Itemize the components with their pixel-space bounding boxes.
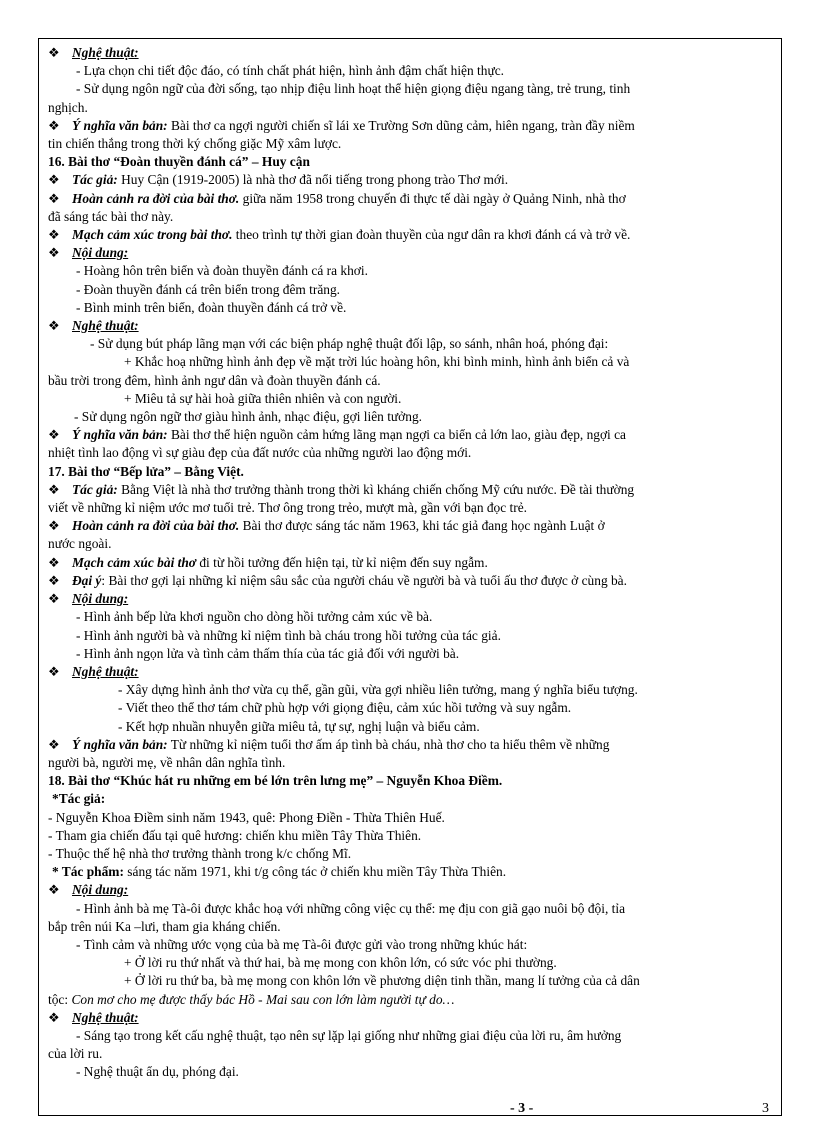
bullet-text: Bài thơ được sáng tác năm 1963, khi tác giả đang học ngành Luật ở	[239, 518, 605, 534]
text-line	[48, 991, 768, 1009]
bullet-line	[48, 517, 768, 535]
bullet-text: Bằng Việt là nhà thơ trưởng thành trong thời kì kháng chiến chống Mỹ cứu nước. Đề tài thường	[117, 481, 635, 497]
bullet-text: Huy Cận (1919-2005) là nhà thơ đã nổi tiếng trong phong trào Thơ mới.	[117, 172, 509, 188]
page-number: 3	[762, 1101, 769, 1116]
diamond-bullet-icon: ❖	[48, 318, 60, 334]
bullet-line	[48, 317, 768, 335]
diamond-bullet-icon: ❖	[48, 663, 60, 679]
diamond-bullet-icon: ❖	[48, 1009, 60, 1025]
section-heading: 17. Bài thơ “Bếp lửa” – Bằng Việt.	[48, 463, 244, 479]
bullet-label: Nội dung:	[72, 882, 129, 898]
diamond-bullet-icon: ❖	[48, 736, 60, 752]
diamond-bullet-icon: ❖	[48, 481, 60, 497]
bullet-text: Từ những kỉ niệm tuổi thơ ấm áp tình bà cháu, nhà thơ cho ta hiểu thêm về những	[167, 736, 610, 752]
text-line: *Tác giả:	[52, 791, 106, 807]
bullet-label: Nghệ thuật:	[72, 318, 139, 334]
bullet-label: Hoàn cảnh ra đời của bài thơ.	[72, 190, 240, 206]
bullet-line	[48, 572, 768, 590]
section-heading: 18. Bài thơ “Khúc hát ru những em bé lớn trên lưng mẹ” – Nguyễn Khoa Điềm.	[48, 773, 503, 789]
bullet-line	[48, 554, 768, 572]
text-line: của lời ru.	[48, 1046, 103, 1062]
bullet-text: Bài thơ thể hiện nguồn cảm hứng lãng mạn ngợi ca biển cả lớn lao, giàu đẹp, ngợi ca	[167, 427, 627, 443]
page-footer-label: - 3 -	[510, 1101, 534, 1116]
text-line: - Hình ảnh bà mẹ Tà-ôi được khắc hoạ với những công việc cụ thể: mẹ địu con giã gạo nuôi bộ đội, tỉa	[76, 900, 626, 916]
bullet-label: Nội dung:	[72, 591, 129, 607]
bullet-line	[48, 226, 768, 244]
text-line: viết về những kỉ niệm ước mơ tuổi trẻ. Thơ ông trong trẻo, mượt mà, gần với bạn đọc trẻ.	[48, 500, 528, 516]
bullet-label: Nghệ thuật:	[72, 663, 139, 679]
text-line: - Sáng tạo trong kết cấu nghệ thuật, tạo nên sự lặp lại giống như những giai điệu của lời ru, âm hưởng	[76, 1027, 622, 1043]
text-line: - Hình ảnh người bà và những kỉ niệm tình bà cháu trong hồi tưởng của tác giả.	[76, 627, 501, 643]
bullet-text: Bài thơ ca ngợi người chiến sĩ lái xe Trường Sơn dũng cảm, hiên ngang, tràn đầy niềm	[167, 117, 635, 133]
bullet-line	[48, 1009, 768, 1027]
quoted-verse: Con mơ cho mẹ được thấy bác Hồ - Mai sau con lớn làm người tự do…	[71, 991, 455, 1007]
text-line: tin chiến thắng trong thời ký chống giặc Mỹ xâm lược.	[48, 136, 342, 152]
text-line: - Đoàn thuyền đánh cá trên biển trong đêm trăng.	[76, 281, 341, 297]
text-line: - Sử dụng bút pháp lãng mạn với các biện pháp nghệ thuật đối lập, so sánh, nhân hoá, phóng đại:	[90, 336, 609, 352]
bullet-label: Hoàn cảnh ra đời của bài thơ.	[72, 518, 240, 534]
text-line: người bà, người mẹ, về nhân dân nghĩa tình.	[48, 754, 286, 770]
bullet-label: Nội dung:	[72, 245, 129, 261]
bullet-line	[48, 663, 768, 681]
text-line: - Bình minh trên biển, đoàn thuyền đánh cá trở về.	[76, 299, 347, 315]
bullet-label: Ý nghĩa văn bản:	[72, 427, 168, 443]
text-line: - Thuộc thế hệ nhà thơ trưởng thành trong k/c chống Mĩ.	[48, 845, 352, 861]
diamond-bullet-icon: ❖	[48, 45, 60, 60]
text-line: bắp trên núi Ka –lưi, tham gia kháng chiến.	[48, 918, 281, 934]
text-line: - Nguyễn Khoa Điềm sinh năm 1943, quê: Phong Điền - Thừa Thiên Huế.	[48, 809, 445, 825]
diamond-bullet-icon: ❖	[48, 172, 60, 188]
text-line: nghịch.	[48, 99, 88, 115]
bullet-label: Tác giả:	[72, 172, 118, 188]
text-line: + Ở lời ru thứ ba, bà mẹ mong con khôn lớn về phương diện tinh thần, mang lí tưởng của cả dân	[124, 973, 640, 989]
bullet-line	[48, 881, 768, 899]
text-line: bầu trời trong đêm, hình ảnh ngư dân và đoàn thuyền đánh cá.	[48, 372, 381, 388]
text-line: - Nghệ thuật ẩn dụ, phóng đại.	[76, 1064, 239, 1080]
bullet-line	[48, 117, 768, 135]
text-line: - Hình ảnh ngọn lửa và tình cảm thấm thía của tác giả đối với người bà.	[76, 645, 460, 661]
bullet-label: Nghệ thuật:	[72, 1009, 139, 1025]
text-line: + Ở lời ru thứ nhất và thứ hai, bà mẹ mong con khôn lớn, có sức vóc phi thường.	[124, 955, 557, 971]
diamond-bullet-icon: ❖	[48, 554, 60, 570]
bullet-label: Tác giả:	[72, 481, 118, 497]
bullet-label: Nghệ thuật:	[72, 45, 139, 60]
diamond-bullet-icon: ❖	[48, 245, 60, 261]
diamond-bullet-icon: ❖	[48, 190, 60, 206]
bullet-line	[48, 171, 768, 189]
text-line: - Kết hợp nhuần nhuyễn giữa miêu tả, tự sự, nghị luận và biểu cảm.	[118, 718, 480, 734]
text-line: nhiệt tình lao động vì sự giàu đẹp của đất nước của những người lao động mới.	[48, 445, 472, 461]
diamond-bullet-icon: ❖	[48, 227, 60, 243]
bullet-label: Mạch cảm xúc bài thơ	[72, 554, 196, 570]
bullet-line	[48, 590, 768, 608]
document-body	[48, 44, 768, 1082]
text-line: đã sáng tác bài thơ này.	[48, 208, 174, 224]
work-label: * Tác phẩm:	[52, 864, 124, 880]
text-line: - Lựa chọn chi tiết độc đáo, có tính chất phát hiện, hình ảnh đậm chất hiện thực.	[76, 63, 505, 79]
diamond-bullet-icon: ❖	[48, 117, 60, 133]
text-line: - Tình cảm và những ước vọng của bà mẹ Tà-ôi được gửi vào trong những khúc hát:	[76, 936, 528, 952]
text-line: + Miêu tả sự hài hoà giữa thiên nhiên và con người.	[124, 390, 402, 406]
text-line: - Hình ảnh bếp lửa khơi nguồn cho dòng hồi tưởng cảm xúc về bà.	[76, 609, 433, 625]
text-line: nước ngoài.	[48, 536, 112, 552]
text-line: - Sử dụng ngôn ngữ của đời sống, tạo nhịp điệu linh hoạt thể hiện giọng điệu ngang tàng, trẻ trung, tinh	[76, 81, 631, 97]
diamond-bullet-icon: ❖	[48, 572, 60, 588]
work-text: sáng tác năm 1971, khi t/g công tác ở chiến khu miền Tây Thừa Thiên.	[123, 864, 507, 880]
bullet-text: : Bài thơ gợi lại những kỉ niệm sâu sắc của người cháu về người bà và tuổi ấu thơ được ở cùng bà.	[101, 572, 627, 588]
bullet-text: theo trình tự thời gian đoàn thuyền của ngư dân ra khơi đánh cá và trở về.	[232, 227, 631, 243]
bullet-line	[48, 44, 768, 62]
bullet-label: Mạch cảm xúc trong bài thơ.	[72, 227, 233, 243]
text-line: - Xây dựng hình ảnh thơ vừa cụ thể, gần gũi, vừa gợi nhiều liên tưởng, mang ý nghĩa biểu tượng.	[118, 682, 638, 698]
text-line: - Tham gia chiến đấu tại quê hương: chiến khu miền Tây Thừa Thiên.	[48, 827, 422, 843]
diamond-bullet-icon: ❖	[48, 518, 60, 534]
text-part: tộc:	[48, 991, 72, 1007]
bullet-line	[48, 190, 768, 208]
text-line: - Hoàng hôn trên biển và đoàn thuyền đánh cá ra khơi.	[76, 263, 368, 279]
bullet-text: giữa năm 1958 trong chuyến đi thực tế dài ngày ở Quảng Ninh, nhà thơ	[239, 190, 626, 206]
diamond-bullet-icon: ❖	[48, 427, 60, 443]
bullet-label: Ý nghĩa văn bản:	[72, 736, 168, 752]
bullet-label: Đại ý	[72, 572, 102, 588]
section-heading: 16. Bài thơ “Đoàn thuyền đánh cá” – Huy cận	[48, 154, 310, 170]
text-line: - Sử dụng ngôn ngữ thơ giàu hình ảnh, nhạc điệu, gợi liên tưởng.	[74, 409, 422, 425]
diamond-bullet-icon: ❖	[48, 591, 60, 607]
text-line: + Khắc hoạ những hình ảnh đẹp về mặt trời lúc hoàng hôn, khi bình minh, hình ảnh biển cả và	[124, 354, 630, 370]
bullet-line	[48, 481, 768, 499]
bullet-label: Ý nghĩa văn bản:	[72, 117, 168, 133]
bullet-text: đi từ hồi tưởng đến hiện tại, từ kỉ niệm đến suy ngẫm.	[196, 554, 488, 570]
bullet-line	[48, 426, 768, 444]
bullet-line	[48, 736, 768, 754]
diamond-bullet-icon: ❖	[48, 882, 60, 898]
text-line: - Viết theo thể thơ tám chữ phù hợp với giọng điệu, cảm xúc hồi tưởng và suy ngẫm.	[118, 700, 572, 716]
work-line	[48, 863, 768, 881]
bullet-line	[48, 244, 768, 262]
